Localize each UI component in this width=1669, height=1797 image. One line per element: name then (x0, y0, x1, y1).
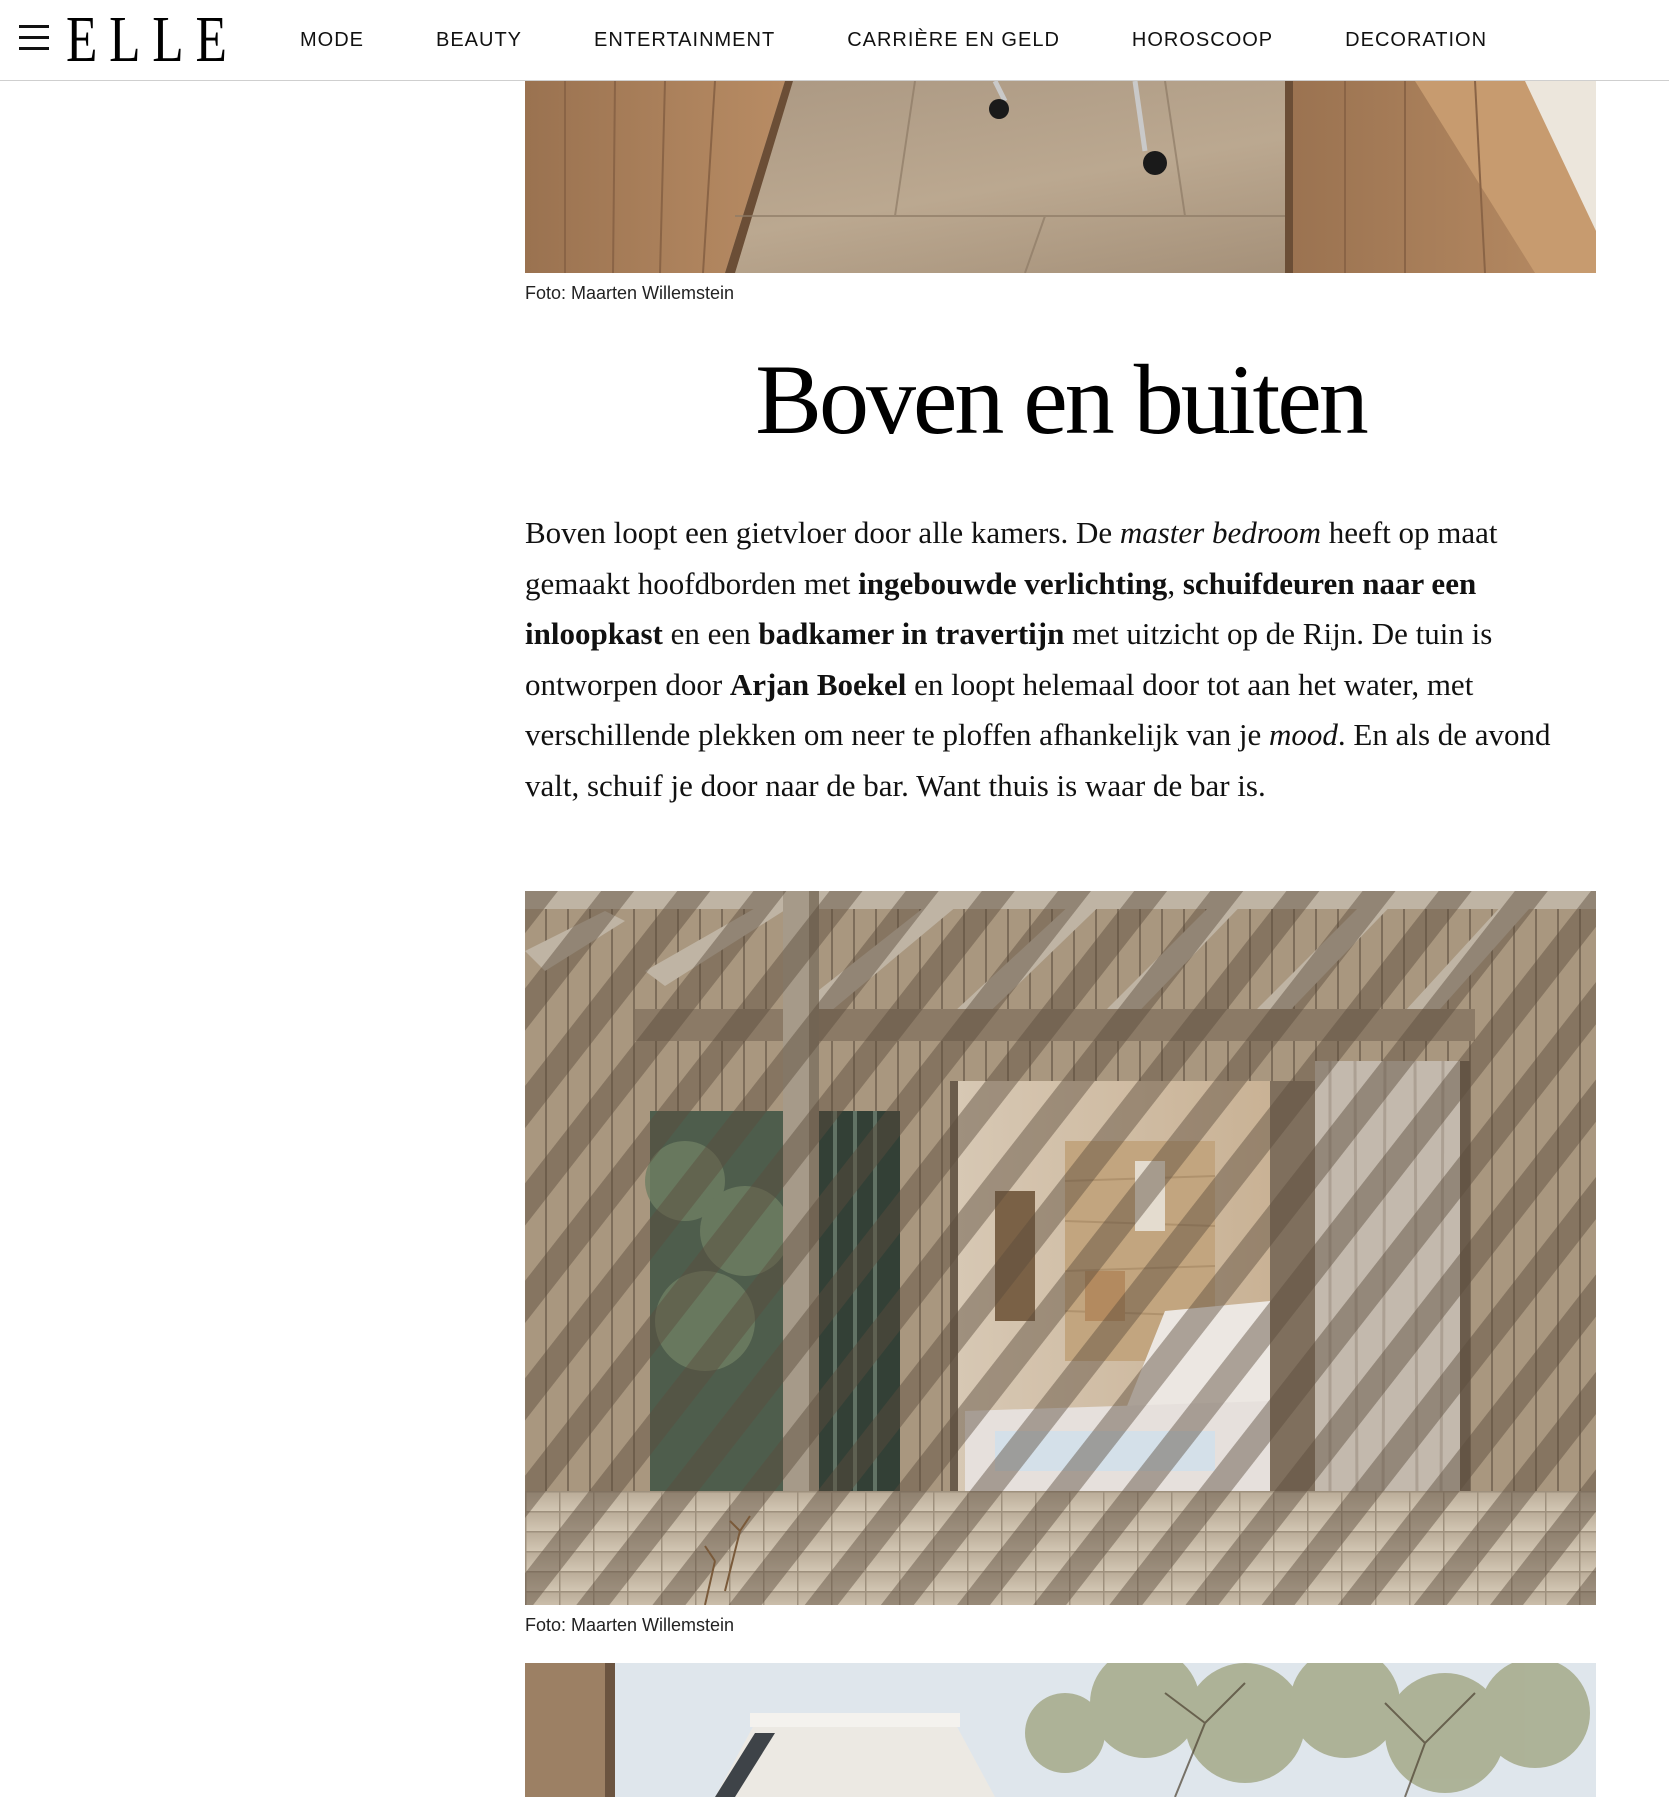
nav-item-decoration[interactable]: DECORATION (1345, 28, 1488, 51)
paragraph-text: Boven loopt een gietvloer door alle kamers. De (525, 515, 1120, 550)
emphasis-italic: mood (1269, 717, 1338, 752)
article-photo-house (525, 1663, 1596, 1797)
photo-caption: Foto: Maarten Willemstein (525, 1615, 735, 1635)
article-photo-pergola (525, 891, 1596, 1605)
main-nav (300, 0, 1559, 80)
nav-item-entertainment[interactable]: ENTERTAINMENT (594, 28, 776, 51)
article-photo-office (525, 81, 1596, 273)
photo-caption: Foto: Maarten Willemstein (525, 283, 735, 303)
nav-item-beauty[interactable]: BEAUTY (436, 28, 523, 51)
section-heading: Boven en buiten (755, 344, 1366, 455)
nav-item-horoscoop[interactable]: HOROSCOOP (1131, 28, 1274, 51)
article-paragraph (525, 508, 1596, 811)
nav-item-mode[interactable]: MODE (300, 28, 364, 51)
site-logo[interactable]: ELLE (66, 3, 239, 76)
paragraph-text: . En als de avond valt, schuif je door naar de bar. Want thuis is waar de bar is. (525, 717, 1551, 803)
menu-icon[interactable] (19, 25, 49, 51)
nav-item-carriere-en-geld[interactable]: CARRIÈRE EN GELD (847, 28, 1060, 51)
emphasis-bold: ingebouwde verlichting (858, 565, 1168, 601)
emphasis-bold: Arjan Boekel (729, 666, 907, 702)
emphasis-italic: master bedroom (1119, 515, 1322, 550)
paragraph-text: , (1167, 565, 1183, 601)
paragraph-text: en loopt helemaal door tot aan het water, met verschillende plekken om neer te ploffen afhankelijk van je (525, 666, 1474, 752)
paragraph-text: met uitzicht op de Rijn. De tuin is ontworpen door (525, 616, 1493, 702)
site-header (0, 0, 1669, 81)
emphasis-bold: schuifdeuren naar een inloopkast (525, 565, 1477, 651)
paragraph-text: heeft op maat gemaakt hoofdborden met (525, 515, 1498, 601)
emphasis-bold: badkamer in travertijn (758, 616, 1065, 651)
paragraph-text: en een (662, 616, 759, 651)
